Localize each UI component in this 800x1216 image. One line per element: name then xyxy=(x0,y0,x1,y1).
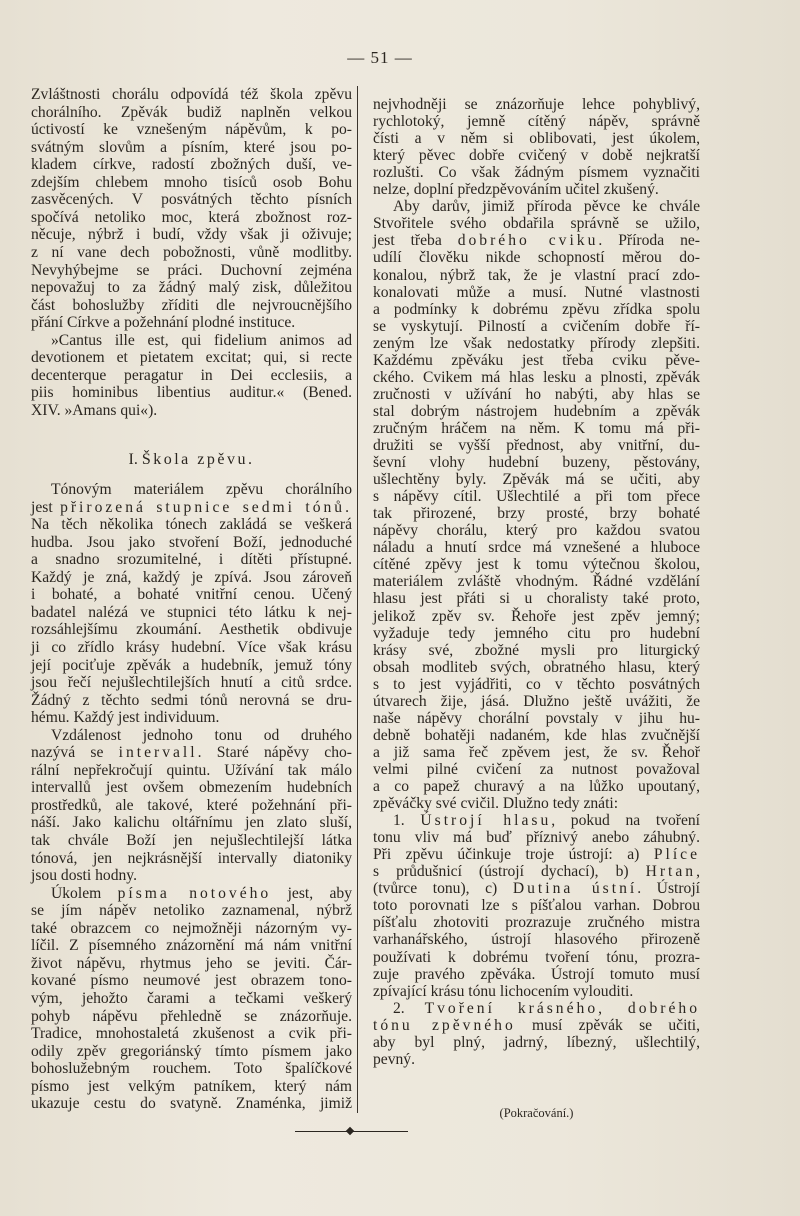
text-line xyxy=(373,846,700,864)
text-line xyxy=(31,762,352,780)
text-segment: Žádný z těchto sedmi tónů nerovná se dru- xyxy=(31,691,352,709)
text-line xyxy=(31,332,352,350)
spaced-emphasis-text: Tvoření krásného, dobrého xyxy=(424,999,700,1017)
text-segment: nepovažuj to za žádný malý zisk, důležitou xyxy=(31,279,352,297)
text-line xyxy=(373,608,700,626)
text-line xyxy=(31,744,352,762)
section-heading xyxy=(31,451,352,469)
text-segment: zasvěcených. V posvátných těchto písních xyxy=(31,191,352,209)
spaced-emphasis-text: dobrého cviku xyxy=(457,232,599,250)
text-line xyxy=(31,972,352,990)
text-line xyxy=(31,297,352,315)
text-segment: devotionem et pietatem excitat; qui, si recte xyxy=(31,349,352,367)
text-segment: rální nepřekročují quintu. Užívání tak málo xyxy=(31,761,352,779)
text-line xyxy=(31,402,352,420)
text-segment: udílí člověku nikde schopností měrou do- xyxy=(373,249,700,267)
text-segment: Úkolem xyxy=(51,884,118,902)
text-line xyxy=(31,349,352,367)
text-segment: tak chvále Boží jen nejušlechtilejší látka xyxy=(31,832,352,849)
text-segment: život nápěvu, rhytmus jeho se jeviti. Čár- xyxy=(31,954,352,972)
spaced-emphasis-text: Ústrojí hlasu xyxy=(420,812,552,830)
text-line xyxy=(31,779,352,797)
text-line xyxy=(31,174,352,192)
text-segment: líčil. Z písemného znázornění má nám vnitřní xyxy=(31,937,352,955)
spaced-emphasis-text: Škola zpěvu. xyxy=(141,451,255,468)
text-line xyxy=(31,990,352,1008)
text-line xyxy=(31,226,352,244)
text-line xyxy=(31,920,352,938)
text-line xyxy=(373,522,700,540)
text-segment: spočívá netoliko moc, která zbožnost roz- xyxy=(31,208,352,226)
text-segment: ukazuje cestu do svatyně. Znaménka, jimiž xyxy=(31,1095,352,1113)
text-line xyxy=(373,335,700,353)
text-segment: také obrazcem co nejmožněji názorným vy- xyxy=(31,919,352,937)
text-segment: čísti a v něm si oblibovati, jest úkolem, xyxy=(373,130,700,148)
text-segment: rozlušti. Co však žádným písmem vyznačiti xyxy=(373,164,700,182)
text-line xyxy=(373,573,700,591)
diamond-ornament-icon xyxy=(346,1127,354,1135)
text-segment: tak přirozené, brzy prosté, brzy bohaté xyxy=(373,505,700,523)
page-number: — 51 — xyxy=(347,48,413,67)
text-segment: I. xyxy=(128,451,142,468)
text-line xyxy=(31,850,352,868)
text-segment: píšťalu zhotoviti prozrazuje zručného mistra xyxy=(373,914,700,932)
text-line xyxy=(31,367,352,385)
text-line xyxy=(373,164,700,182)
text-line xyxy=(373,949,700,967)
text-line xyxy=(31,586,352,604)
text-segment: zeným lze však nedostatky přírody zlepšiti. xyxy=(373,334,700,352)
text-segment: piis hominibus libentius auditur.« (Bened. xyxy=(31,384,352,402)
text-segment: a co papež churavý a na lůžko upoutaný, xyxy=(373,778,700,795)
text-segment: družiti se vyšší přednost, aby vnitřní, du- xyxy=(373,437,700,454)
text-line xyxy=(31,1060,352,1078)
text-segment: naše nápěvy chorální povstaly v jihu hu- xyxy=(373,709,700,727)
text-segment: nejvhodněji se znázorňuje lehce pohyblivý, xyxy=(373,96,700,113)
text-segment: 1. xyxy=(393,812,421,830)
text-segment: aby byl plný, jadrný, líbezný, ušlechtilý, xyxy=(373,1033,700,1051)
text-segment: konalou, nýbrž tak, že je vlastní prací zdo- xyxy=(373,266,700,284)
continued-note: (Pokračování.) xyxy=(499,1106,574,1120)
text-line xyxy=(373,505,700,523)
text-line xyxy=(373,147,700,165)
text-segment: zuje pravého zpěváka. Ústrojí tomuto musí xyxy=(373,965,700,983)
text-line xyxy=(31,867,352,885)
text-line xyxy=(373,1034,700,1052)
text-segment: jelikož zpěv sv. Řehoře jest zpěv jemný; xyxy=(373,607,700,625)
text-line xyxy=(373,420,700,438)
text-segment: ji co zřídlo krásy hudební. Více však krásu xyxy=(31,638,352,656)
text-line xyxy=(31,1008,352,1026)
text-segment: stal dobrým nástrojem hudebním a zpěvák xyxy=(373,402,700,420)
text-line xyxy=(31,621,352,639)
text-line xyxy=(31,1043,352,1061)
text-line xyxy=(373,744,700,762)
text-line xyxy=(373,778,700,796)
text-segment: . Staré nápěvy cho- xyxy=(197,744,352,762)
text-line xyxy=(31,814,352,832)
text-segment: varhanářského, ústrojí hlasového přirozeně xyxy=(373,931,700,949)
column-divider xyxy=(357,86,358,1113)
text-segment: pohyb nápěvu přehledně se znázorňuje. xyxy=(31,1007,352,1025)
text-line xyxy=(373,1000,700,1018)
text-segment: . Příroda ne- xyxy=(598,232,700,250)
text-line xyxy=(31,139,352,157)
text-line xyxy=(31,955,352,973)
text-segment: hému. Každý jest individuum. xyxy=(31,709,220,727)
text-line xyxy=(373,539,700,557)
text-segment: »Cantus ille est, qui fidelium animos ad xyxy=(51,331,352,349)
spaced-emphasis-text: Plíce xyxy=(653,846,700,864)
text-segment: kované písmo neumové jest obrazem tono- xyxy=(31,972,352,990)
text-segment: (tvůrce tonu), c) xyxy=(373,880,513,898)
text-segment: vyžaduje tedy jemného citu pro hudební xyxy=(373,624,700,642)
text-segment: tonu vliv má buď příznivý anebo záhubný. xyxy=(373,829,700,847)
text-segment: se vyskytují. Pilností a cvičením dobře ří- xyxy=(373,317,700,335)
text-segment: jsou dosti hodny. xyxy=(31,867,137,885)
text-segment: musí zpěvák se učiti, xyxy=(515,1016,700,1034)
text-segment: náladu a hnutí srdce má vznešené a hluboce xyxy=(373,539,700,557)
text-line xyxy=(373,761,700,779)
text-line xyxy=(373,880,700,898)
text-line xyxy=(31,902,352,920)
text-line xyxy=(373,369,700,387)
text-line xyxy=(373,284,700,302)
text-segment: se jím nápěv netoliko zaznamenal, nýbrž xyxy=(31,902,352,920)
text-line xyxy=(373,931,700,949)
text-segment: hlasu jest přáti si u choralisty také proto, xyxy=(373,590,700,608)
text-line xyxy=(373,1017,700,1035)
text-segment: Každý je zná, každý je zpívá. Jsou zároveň xyxy=(31,568,352,586)
text-segment: hudba. Jsou jako stvoření Boží, jednoduché xyxy=(31,533,352,551)
text-segment: odily zpěv gregoriánský tímto písmem jako xyxy=(31,1042,352,1060)
text-line xyxy=(373,198,700,216)
text-segment: jest, aby xyxy=(271,884,352,902)
text-line xyxy=(373,829,700,847)
text-segment: zdejším chlebem mnoho tisíců osob Bohu xyxy=(31,173,352,191)
text-line xyxy=(31,121,352,139)
text-segment: Aby darův, jimiž příroda pěvce ke chvále xyxy=(393,198,700,216)
text-line xyxy=(373,267,700,285)
text-line xyxy=(31,674,352,692)
spaced-emphasis-text: Hrtan xyxy=(645,863,697,881)
text-segment: konalovati může a musí. Nutné vlastnosti xyxy=(373,283,700,301)
text-segment: prostředků, ale takové, které požehnání při- xyxy=(31,796,352,814)
text-segment: 2. xyxy=(393,999,425,1017)
text-segment: ckého. Cvikem má hlas lesku a plnosti, zpěvák xyxy=(373,368,700,386)
text-line xyxy=(373,812,700,830)
text-line xyxy=(31,551,352,569)
text-segment: i bohaté, a bohaté vnitřní cenou. Učený xyxy=(31,586,352,604)
text-line xyxy=(31,384,352,402)
text-segment: velmi pilné cvičení za nutnost považoval xyxy=(373,760,700,778)
text-segment: materiálem zvláště vhodným. Řádné vzdělání xyxy=(373,573,700,591)
text-segment: Zvláštnosti chorálu odpovídá též škola zpěvu xyxy=(31,86,352,103)
text-line xyxy=(31,279,352,297)
text-segment: , xyxy=(696,863,700,881)
text-segment: pevný. xyxy=(373,1050,416,1068)
text-segment: rychlotoký, jemně cítěný nápěv, správně xyxy=(373,113,700,131)
text-segment: Stvořitele svého obdařila správně se užilo, xyxy=(373,215,700,233)
text-line xyxy=(373,795,700,813)
text-segment: rozsáhlejšímu zkoumání. Aesthetik obdivuje xyxy=(31,621,352,639)
text-line xyxy=(31,1078,352,1096)
text-segment: útvarech žije, jásá. Dlužno ještě uvážiti, že xyxy=(373,692,700,710)
text-line xyxy=(31,692,352,710)
text-segment: její pociťuje zpěvák a hudebník, jemuž tóny xyxy=(31,656,352,674)
text-segment: část bohoslužby zříditi dle nejvroucnějšího xyxy=(31,296,352,314)
text-line xyxy=(31,209,352,227)
text-segment: z ní vane dech pobožnosti, vůně modlitby. xyxy=(31,243,352,261)
text-segment: krásy své, zbožné mysli pro liturgický xyxy=(373,641,700,659)
text-segment: Při zpěvu účinkuje troje ústrojí: a) xyxy=(373,846,654,864)
text-line xyxy=(31,885,352,903)
text-line xyxy=(373,386,700,404)
text-line xyxy=(373,471,700,489)
end-ornament-rule xyxy=(295,1131,408,1132)
text-line xyxy=(373,966,700,984)
text-line xyxy=(373,301,700,319)
text-segment: a podmínky k dobrému zpěvu zřídka spolu xyxy=(373,300,700,318)
text-segment: ševní vlohy hudební buzeny, pěstovány, xyxy=(373,454,700,472)
text-segment: vým, jehožto čarami a tečkami veškerý xyxy=(31,989,352,1007)
text-line xyxy=(373,983,700,1001)
text-segment: bohoslužebným rouchem. Toto špalíčkové xyxy=(31,1060,352,1078)
text-segment: jsou řečí nejušlechtilejších hnutí a citů srdce. xyxy=(31,674,352,692)
text-line xyxy=(373,113,700,131)
text-segment: Nevyhýbejme se práci. Duchovní zejména xyxy=(31,261,352,279)
text-line xyxy=(31,937,352,955)
text-line xyxy=(373,403,700,421)
text-line xyxy=(373,863,700,881)
text-segment: XIV. »Amans qui«). xyxy=(31,401,158,419)
text-line xyxy=(373,556,700,574)
spaced-emphasis-text: přirozená stupnice sedmi tónů. xyxy=(60,498,352,516)
text-line xyxy=(31,499,352,517)
text-segment: nápěvy chorálu, který pro každou svatou xyxy=(373,522,700,540)
text-segment: s to jest vyjádřiti, co v těchto posvátných xyxy=(373,675,700,693)
text-segment: písmo jest velkým patníkem, který nám xyxy=(31,1077,352,1095)
text-line xyxy=(31,832,352,850)
text-line xyxy=(373,914,700,932)
text-segment: Tradice, mnohostaletá zkušenost a cvik při- xyxy=(31,1025,352,1043)
text-segment: Každému zpěváku jest třeba cviku pěve- xyxy=(373,351,700,369)
text-segment: chorálního. Zpěvák budiž naplněn velkou xyxy=(31,103,352,121)
text-segment: s nápěvy cítil. Ušlechtilé a při tom přece xyxy=(373,488,700,506)
text-segment: decenterque peragatur in Dei ecclesiis, a xyxy=(31,366,352,384)
text-line xyxy=(31,191,352,209)
text-segment: ušlechtěny byly. Zpěvák má se učiti, aby xyxy=(373,471,700,489)
text-line xyxy=(373,454,700,472)
text-segment: jest třeba xyxy=(373,232,458,250)
text-line xyxy=(31,244,352,262)
spaced-emphasis-text: Dutina ústní xyxy=(512,880,638,898)
text-line xyxy=(373,181,700,199)
text-segment: jest xyxy=(31,498,61,516)
text-line xyxy=(31,604,352,622)
text-segment: zručnosti v užívání ho nabýti, aby hlas se xyxy=(373,385,700,403)
text-segment: tónová, jen nejkrásnější intervally diatoniky xyxy=(31,849,352,867)
text-segment: a již sama řeč zpěvem jest, že sv. Řehoř xyxy=(373,743,700,761)
text-segment: , pokud na tvoření xyxy=(551,812,700,830)
text-line xyxy=(31,797,352,815)
text-line xyxy=(31,104,352,122)
text-segment: zručným hráčem na něm. K tomu má při- xyxy=(373,419,700,437)
text-segment: badatel nalézá ve stupnici této látku k nej- xyxy=(31,603,352,621)
text-line xyxy=(31,727,352,745)
text-line xyxy=(373,625,700,643)
text-line xyxy=(31,314,352,332)
text-segment: nazývá se xyxy=(31,744,119,762)
text-line xyxy=(373,488,700,506)
text-line xyxy=(373,96,700,114)
text-segment: intervallů jest ovšem obmezením hudebních xyxy=(31,779,352,797)
text-line xyxy=(31,262,352,280)
text-line xyxy=(373,232,700,250)
text-line xyxy=(373,318,700,336)
text-segment: používati k dobrému tvoření tónu, prozra- xyxy=(373,948,700,966)
text-line xyxy=(31,639,352,657)
text-line xyxy=(373,352,700,370)
text-segment: který pěvec dobře cvičený v době nejkratší xyxy=(373,147,700,165)
text-line xyxy=(373,437,700,455)
text-line xyxy=(373,215,700,233)
text-segment: úctivostí ke vznešeným nápěvům, k po- xyxy=(31,121,352,139)
text-segment: svátným slovům a písním, které jsou po- xyxy=(31,138,352,156)
text-line xyxy=(373,897,700,915)
text-line xyxy=(373,727,700,745)
text-line xyxy=(31,709,352,727)
text-segment: cítěné zpěvy jest k tomu výtečnou školou, xyxy=(373,556,700,574)
text-segment: obsah modliteb svých, obratného hlasu, který xyxy=(373,658,700,676)
text-segment: s průdušnicí (ústrojí dychací), b) xyxy=(373,863,646,881)
text-segment: Na těch několika tónech zakládá se veškerá xyxy=(31,516,352,534)
spaced-emphasis-text: intervall xyxy=(118,744,198,762)
text-segment: něcuje, nýbrž i budí, vždy však ji oživuje; xyxy=(31,226,352,244)
text-line xyxy=(373,249,700,267)
text-line xyxy=(31,1025,352,1043)
text-line xyxy=(373,659,700,677)
text-line xyxy=(373,1051,700,1069)
spaced-emphasis-text: tónu zpěvného xyxy=(373,1016,516,1034)
text-segment: náší. Jako kalichu oltářnímu jen zlato sluší, xyxy=(31,814,352,832)
text-line xyxy=(31,86,352,104)
text-segment: kladem církve, radostí zbožných duší, ve- xyxy=(31,156,352,174)
text-line xyxy=(373,710,700,728)
text-segment: zpěváčky své cvičil. Dlužno tedy znáti: xyxy=(373,795,619,813)
text-segment: . Ústrojí xyxy=(637,880,701,898)
text-segment: Tónovým materiálem zpěvu chorálního xyxy=(51,481,352,498)
text-line xyxy=(31,156,352,174)
text-segment: nelze, doplní předzpěvováním učitel zkušený. xyxy=(373,181,659,199)
spaced-emphasis-text: písma notového xyxy=(117,884,272,902)
text-line xyxy=(31,534,352,552)
text-line xyxy=(373,642,700,660)
text-line xyxy=(31,481,352,499)
text-line xyxy=(31,569,352,587)
text-segment: zpívající krásu tónu lichocením vylouditi. xyxy=(373,982,634,1000)
text-line xyxy=(373,590,700,608)
text-line xyxy=(31,516,352,534)
text-segment: přání Církve a požehnání plodné instituce. xyxy=(31,314,296,332)
text-segment: toto porovnati lze s píšťalou varhan. Dobrou xyxy=(373,897,700,915)
text-line xyxy=(373,676,700,694)
text-line xyxy=(373,130,700,148)
text-segment: a snadno srozumitelné, i dítěti přístupné. xyxy=(31,551,352,569)
text-line xyxy=(31,657,352,675)
text-segment: Vzdálenost jednoho tonu od druhého xyxy=(51,726,352,744)
text-segment: debně bohatěji nadaném, kde hlas zvučnější xyxy=(373,726,700,744)
text-line xyxy=(373,693,700,711)
text-line xyxy=(31,1095,352,1113)
